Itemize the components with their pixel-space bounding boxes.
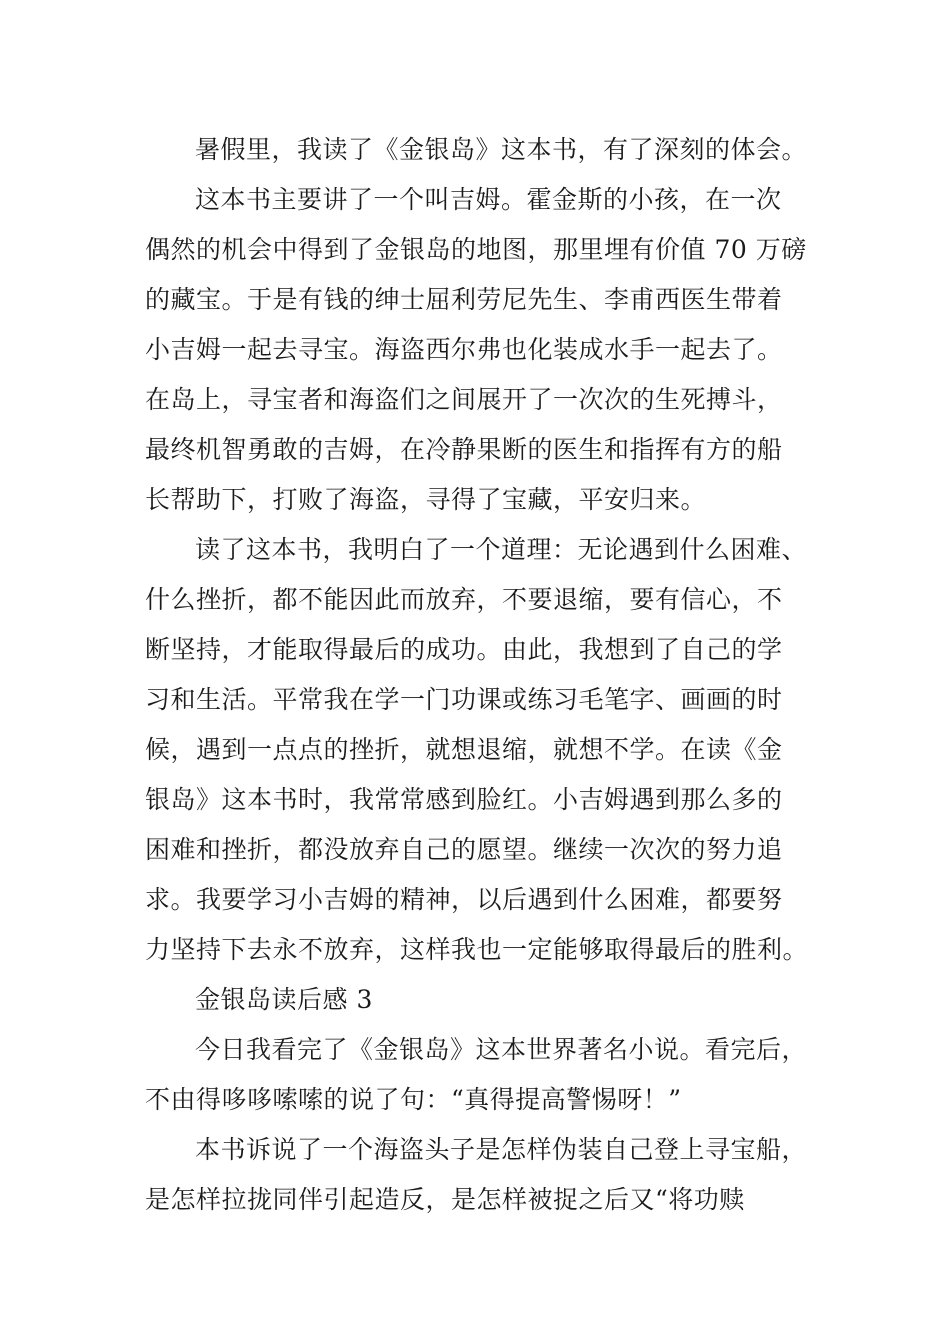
section-heading: 金银岛读后感 3 <box>195 985 373 1014</box>
paragraph-line: 偶然的机会中得到了金银岛的地图，那里埋有价值 70 万磅 <box>145 235 807 264</box>
paragraph-line: 候，遇到一点点的挫折，就想退缩，就想不学。在读《金 <box>145 735 783 764</box>
paragraph-line: 不由得哆哆嗦嗦的说了句：“真得提高警惕呀！” <box>145 1085 682 1114</box>
paragraph-line: 读了这本书，我明白了一个道理：无论遇到什么困难、 <box>195 535 808 564</box>
paragraph-line: 本书诉说了一个海盗头子是怎样伪装自己登上寻宝船， <box>195 1135 808 1164</box>
paragraph-line: 小吉姆一起去寻宝。海盗西尔弗也化装成水手一起去了。 <box>145 335 783 364</box>
paragraph-line: 困难和挫折，都没放弃自己的愿望。继续一次次的努力追 <box>145 835 783 864</box>
paragraph-line: 暑假里，我读了《金银岛》这本书，有了深刻的体会。 <box>195 135 808 164</box>
paragraph-line: 是怎样拉拢同伴引起造反，是怎样被捉之后又“将功赎 <box>145 1185 745 1214</box>
paragraph-line: 的藏宝。于是有钱的绅士屈利劳尼先生、李甫西医生带着 <box>145 285 783 314</box>
paragraph-line: 这本书主要讲了一个叫吉姆。霍金斯的小孩，在一次 <box>195 185 782 214</box>
paragraph-line: 求。我要学习小吉姆的精神，以后遇到什么困难，都要努 <box>145 885 783 914</box>
paragraph-line: 今日我看完了《金银岛》这本世界著名小说。看完后， <box>195 1035 808 1064</box>
paragraph-line: 在岛上，寻宝者和海盗们之间展开了一次次的生死搏斗， <box>145 385 783 414</box>
paragraph-line: 最终机智勇敢的吉姆，在冷静果断的医生和指挥有方的船 <box>145 435 783 464</box>
paragraph-line: 断坚持，才能取得最后的成功。由此，我想到了自己的学 <box>145 635 783 664</box>
paragraph-line: 力坚持下去永不放弃，这样我也一定能够取得最后的胜利。 <box>145 935 809 964</box>
paragraph-line: 习和生活。平常我在学一门功课或练习毛笔字、画画的时 <box>145 685 783 714</box>
paragraph-line: 什么挫折，都不能因此而放弃，不要退缩，要有信心，不 <box>145 585 783 614</box>
paragraph-line: 长帮助下，打败了海盗，寻得了宝藏，平安归来。 <box>145 485 707 514</box>
paragraph-line: 银岛》这本书时，我常常感到脸红。小吉姆遇到那么多的 <box>145 785 783 814</box>
